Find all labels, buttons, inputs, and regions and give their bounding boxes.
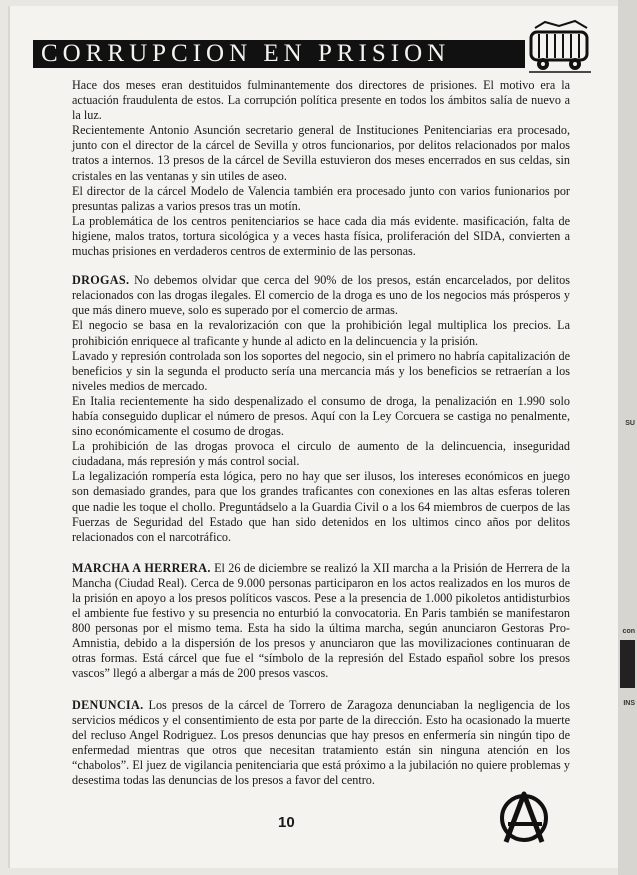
drogas-paragraph: La legalización rompería esta lógica, pero no hay que ser ilusos, los intereses económicos en juego son demasiado grandes, para que los grandes traficantes con conexiones en las altas esferas toleren que nadie les toque el chollo. Preguntádselo a la Guardia Civil o a los 64 miembros de cuerpos de las Fuerzas de Seguridad del Estado que han sido detenidos en los ultimos cinco años por delitos relacionados con el narcotráfico.	[72, 469, 570, 544]
section-heading: MARCHA A HERRERA.	[72, 560, 211, 575]
section-heading: DENUNCIA.	[72, 697, 144, 712]
intro-paragraph: Hace dos meses eran destituidos fulminantemente dos directores de prisiones. El motivo era la actuación fraudulenta de estos. La corrupción política presente en todos los ámbitos salía de nuevo a la luz.	[72, 78, 570, 123]
section-text: Los presos de la cárcel de Torrero de Zaragoza denunciaban la negligencia de los servicios médicos y el consentimiento de esta por parte de la dirección. Esto ha ocasionado la muerte del recluso Angel Rodriguez. Los presos denuncias que hay presos en enfermería sin ningún tipo de enfermedad mientras que otros que necesitan tratamiento están sin ninguna atención en los “chabolos”. El juez de vigilancia penitenciaria que está próximo a la jubilación no quiere problemas y desestima todas las denuncias de los presos a favor del centro.	[72, 697, 571, 788]
page-title: CORRUPCION EN PRISION	[33, 40, 525, 68]
strip-fragment: INS	[623, 700, 635, 707]
strip-fragment: con	[622, 628, 635, 635]
drogas-paragraph: La prohibición de las drogas provoca el circulo de aumento de la delincuencia, inseguridad ciudadana, más represión y más control social.	[72, 439, 570, 469]
adjacent-page-edge	[618, 0, 637, 875]
marcha-section	[72, 561, 570, 682]
intro-paragraph: Recientemente Antonio Asunción secretario general de Instituciones Penitenciarias era procesado, junto con el director de la cárcel de Sevilla y otros funcionarios, por delitos relacionados por malos tratos a internos. 13 presos de la cárcel de Sevilla estuvieron dos meses encerrados en sus celdas, sin cristales en las ventanas y sin utiles de aseo.	[72, 123, 570, 183]
intro-paragraph: El director de la cárcel Modelo de Valencia también era procesado junto con varios funionarios por presuntas palizas a varios presos tras un motín.	[72, 183, 570, 213]
denuncia-section	[72, 698, 570, 789]
section-heading: DROGAS.	[72, 273, 130, 288]
drogas-paragraph: En Italia recientemente ha sido despenalizado el consumo de droga, la penalización en 1.990 solo había conseguido duplicar el número de presos. Aquí con la Ley Corcuera se castiga no penalmente, sino económicamente el cosumo de drogas.	[72, 393, 570, 439]
drogas-paragraph: Lavado y represión controlada son los soportes del negocio, sin el primero no habría capitalización de beneficios y sin la segunda el producto sería una mercancia más y los beneficios se retraerían a los niveles medios de mercado.	[72, 348, 570, 393]
drogas-paragraph: El negocio se basa en la revalorización con que la prohibición legal multiplica los precios. La prohibición enriquece al traficante y hunde al adicto en la delincuencia y la prisión.	[72, 318, 570, 348]
strip-fragment: SU	[625, 420, 635, 427]
intro-paragraph: La problemática de los centros penitenciarios se hace cada dia más evidente. masificación, falta de higiene, malos tratos, tortura sicológica y a veces hasta física, proliferación del SIDA, convierten a muchas prisiones en verdaderos centros de exterminio de las personas.	[72, 213, 570, 259]
page-number: 10	[278, 814, 295, 831]
anarchy-symbol-icon	[496, 790, 552, 846]
article-body	[72, 78, 570, 788]
prison-van-logo-icon	[525, 18, 595, 78]
section-text: No debemos olvidar que cerca del 90% de los presos, están encarcelados, por delitos relacionados con las drogas ilegales. El comercio de la droga es uno de los negocios más prósperos y que más dinero mueve, solo es superado por el comercio de armas.	[72, 273, 570, 318]
section-text: El 26 de diciembre se realizó la XII marcha a la Prisión de Herrera de la Mancha (Ciudad Real). Cerca de 9.000 personas participaron en los actos realizados en los muros de la prisión en apoyo a los presos políticos vascos. Pese a la presencia de 1.000 pikoletos antidisturbios el ambiente fue festivo y su presencia no enturbió la convocatoria. En Paris también se manifestaron 800 personas por el mismo tema. Esta ha sido la última marcha, según anunciaron Gestoras Pro-Amnistia, debido a la dispersión de los presos y anunciaron que las movilizaciones continuaran de otras formas. Está cárcel que fue el “símbolo de la represión del Estado español sobre los presos vascos” llegó a albergar a más de 200 presos vascos.	[72, 560, 570, 681]
strip-dark-block	[620, 640, 635, 688]
drogas-section	[72, 273, 570, 318]
